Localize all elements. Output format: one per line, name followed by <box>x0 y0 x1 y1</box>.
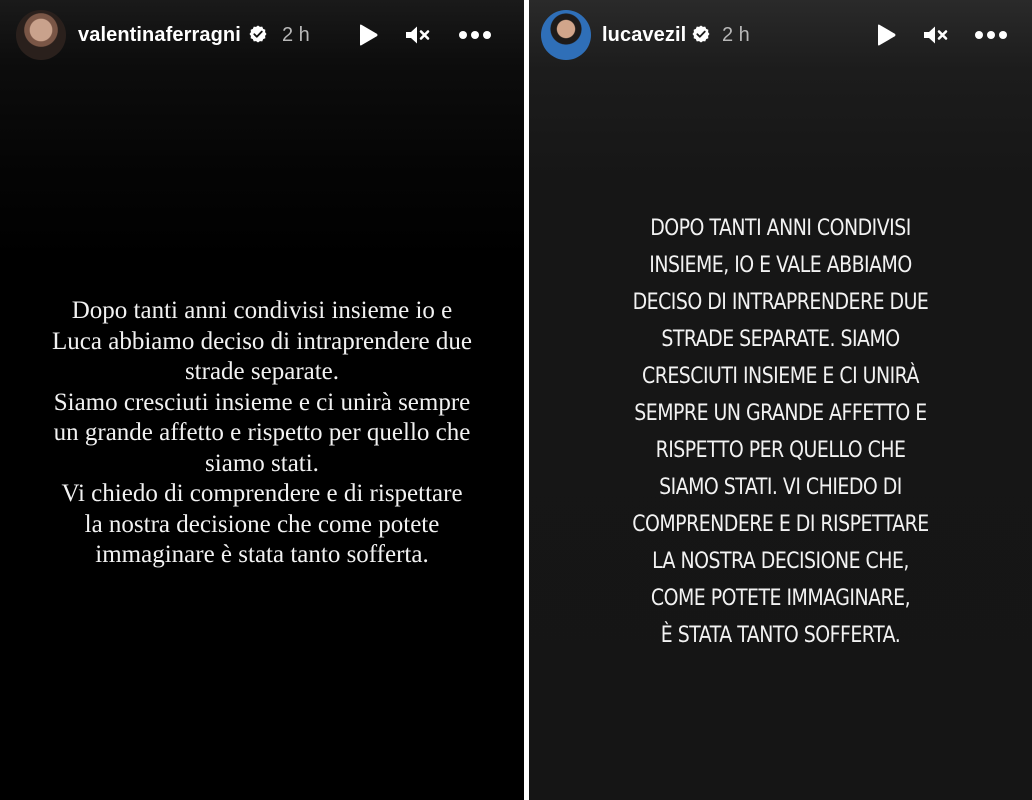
play-icon <box>875 23 897 47</box>
mute-button[interactable] <box>402 20 434 50</box>
verified-badge-icon <box>691 24 711 44</box>
avatar-image <box>541 10 591 60</box>
avatar[interactable] <box>16 10 66 60</box>
avatar[interactable] <box>541 10 591 60</box>
story-time: 2 h <box>282 24 310 46</box>
username[interactable]: lucavezil <box>602 24 687 46</box>
more-options-button[interactable] <box>456 20 494 50</box>
username[interactable]: valentinaferragni <box>78 24 241 46</box>
story-text: Dopo tanti anni condivisi insieme io e Luca abbiamo deciso di intraprendere due strade separate. Siamo cresciuti insieme e ci unirà sempre un grande affetto e rispetto per quello che siamo stati. Vi chiedo di comprendere e di rispettare la nostra decisione che come potete immaginare è stata tanto sofferta. <box>52 297 472 568</box>
story-header <box>529 0 1032 70</box>
mute-button[interactable] <box>920 20 952 50</box>
more-options-button[interactable] <box>972 20 1010 50</box>
verified-badge-icon <box>248 24 268 44</box>
play-button[interactable] <box>352 20 384 50</box>
muted-speaker-icon <box>922 23 950 47</box>
muted-speaker-icon <box>404 23 432 47</box>
play-icon <box>357 23 379 47</box>
avatar-image <box>16 10 66 60</box>
story-text: DOPO TANTI ANNI CONDIVISI INSIEME, IO E VALE ABBIAMO DECISO DI INTRAPRENDERE DUE STRADE SEPARATE. SIAMO CRESCIUTI INSIEME E CI UNIRÀ SEMPRE UN GRANDE AFFETTO E RISPETTO PER QUELLO CHE SIAMO STATI. VI CHIEDO DI COMPRENDERE E DI RISPETTARE LA NOSTRA DECISIONE CHE, COME POTETE IMMAGINARE, È STATA TANTO SOFFERTA. <box>632 216 929 648</box>
more-horizontal-icon <box>458 30 492 40</box>
story-time: 2 h <box>722 24 750 46</box>
more-horizontal-icon <box>974 30 1008 40</box>
story-lucavezil[interactable] <box>529 0 1032 800</box>
story-header <box>0 0 524 70</box>
play-button[interactable] <box>870 20 902 50</box>
